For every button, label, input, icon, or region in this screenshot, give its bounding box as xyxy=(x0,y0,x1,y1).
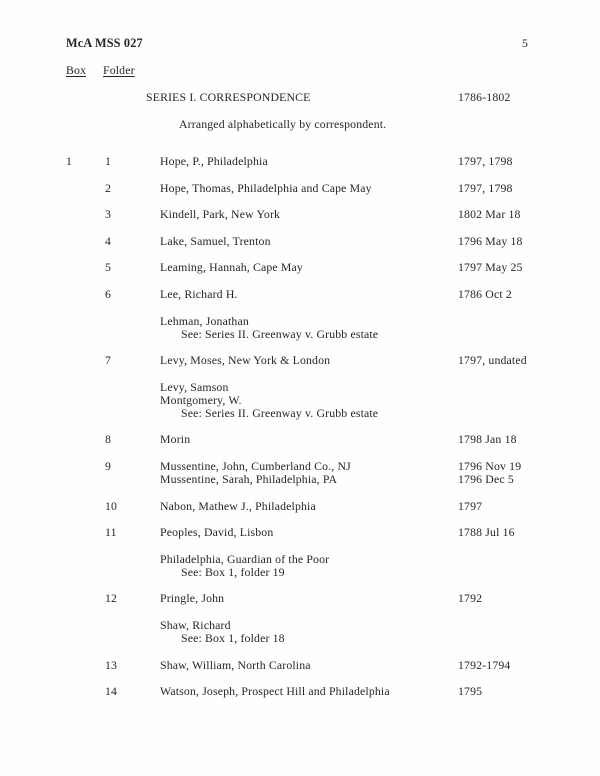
correspondent-name: Levy, Moses, New York & London xyxy=(160,353,331,368)
box-number xyxy=(66,619,105,632)
entry-row xyxy=(66,328,600,341)
entry-group xyxy=(66,592,600,605)
folder-number xyxy=(105,315,160,328)
entry-row xyxy=(66,261,600,274)
entry-row xyxy=(66,592,600,605)
box-number: 1 xyxy=(66,154,73,168)
box-number xyxy=(66,315,105,328)
collection-id: McA MSS 027 xyxy=(66,36,143,50)
correspondent-name: Philadelphia, Guardian of the Poor xyxy=(160,551,330,566)
entry-date: 1796 Nov 19 xyxy=(458,458,522,473)
correspondent-name: Shaw, Richard xyxy=(160,617,231,632)
box-number xyxy=(66,394,105,407)
box-number xyxy=(66,460,105,473)
entry-row xyxy=(66,182,600,195)
box-number xyxy=(66,685,105,698)
folder-number xyxy=(105,632,160,645)
box-column-header: Box xyxy=(66,63,87,77)
correspondent-name: Peoples, David, Lisbon xyxy=(160,525,274,540)
entry-group xyxy=(66,182,600,195)
folder-number xyxy=(105,394,160,407)
correspondent-name: Kindell, Park, New York xyxy=(160,207,281,222)
entry-group xyxy=(66,208,600,221)
folder-number: 12 xyxy=(105,591,118,606)
entry-group xyxy=(66,500,600,513)
correspondent-name: Hope, P., Philadelphia xyxy=(160,154,268,168)
folder-number: 13 xyxy=(105,657,118,672)
entry-date: 1797, undated xyxy=(458,353,527,368)
folder-number: 7 xyxy=(105,353,112,368)
box-number xyxy=(66,526,105,539)
folder-number: 2 xyxy=(105,180,112,195)
entry-group xyxy=(66,685,600,698)
correspondent-name: Nabon, Mathew J., Philadelphia xyxy=(160,498,316,513)
folder-number: 10 xyxy=(105,498,118,513)
entry-date: 1797, 1798 xyxy=(458,180,513,195)
folder-number xyxy=(105,407,160,420)
entry-date xyxy=(458,328,600,341)
entry-group xyxy=(66,526,600,539)
correspondent-name: Mussentine, Sarah, Philadelphia, PA xyxy=(160,471,338,486)
folder-number xyxy=(105,553,160,566)
box-number xyxy=(66,566,105,579)
entry-group xyxy=(66,381,600,420)
folder-column-header: Folder xyxy=(103,63,135,77)
box-number xyxy=(66,381,105,394)
folder-number xyxy=(105,566,160,579)
folder-number: 9 xyxy=(105,458,112,473)
entry-date xyxy=(458,619,600,632)
correspondent-name: Leaming, Hannah, Cape May xyxy=(160,260,303,275)
folder-number xyxy=(105,328,160,341)
entry-date xyxy=(458,553,600,566)
correspondent-name: Pringle, John xyxy=(160,591,225,606)
entry-date: 1796 May 18 xyxy=(458,233,523,248)
folder-number: 14 xyxy=(105,684,118,699)
entry-date xyxy=(458,407,600,420)
entry-date: 1792 xyxy=(458,591,483,606)
series-title: SERIES I. CORRESPONDENCE xyxy=(146,90,311,104)
page-number: 5 xyxy=(522,36,529,50)
folder-number: 4 xyxy=(105,233,112,248)
folder-number: 8 xyxy=(105,432,112,447)
entry-date xyxy=(458,381,600,394)
entry-date: 1797 May 25 xyxy=(458,260,523,275)
entry-group xyxy=(66,659,600,672)
box-number xyxy=(66,500,105,513)
folder-number: 5 xyxy=(105,260,112,275)
entry-row xyxy=(66,354,600,367)
entry-row xyxy=(66,407,600,420)
folder-number xyxy=(105,619,160,632)
correspondent-name: Lee, Richard H. xyxy=(160,286,238,301)
see-reference: See: Box 1, folder 18 xyxy=(181,630,285,645)
correspondent-name: Watson, Joseph, Prospect Hill and Philadelphia xyxy=(160,684,390,699)
entry-group xyxy=(66,261,600,274)
box-number xyxy=(66,632,105,645)
entry-date xyxy=(458,315,600,328)
box-number xyxy=(66,182,105,195)
folder-number: 3 xyxy=(105,207,112,222)
correspondent-name: Lake, Samuel, Trenton xyxy=(160,233,271,248)
entry-row xyxy=(66,288,600,301)
entry-row xyxy=(66,315,600,328)
entry-group xyxy=(66,460,600,486)
entry-row xyxy=(66,433,600,446)
correspondent-name: Shaw, William, North Carolina xyxy=(160,657,311,672)
folder-number xyxy=(105,381,160,394)
entry-group xyxy=(66,619,600,645)
correspondent-name: Hope, Thomas, Philadelphia and Cape May xyxy=(160,180,372,195)
box-number xyxy=(66,433,105,446)
arrangement-note: Arranged alphabetically by correspondent. xyxy=(179,117,387,131)
entry-date: 1797 xyxy=(458,498,483,513)
correspondent-name: Levy, Samson xyxy=(160,379,229,394)
box-number xyxy=(66,592,105,605)
correspondent-name: Montgomery, W. xyxy=(160,392,242,407)
entry-row xyxy=(66,381,600,394)
folder-number: 1 xyxy=(105,154,112,168)
entry-row xyxy=(66,460,600,473)
entry-row xyxy=(66,566,600,579)
entry-row xyxy=(66,208,600,221)
entry-group xyxy=(66,553,600,579)
box-number xyxy=(66,235,105,248)
box-number xyxy=(66,354,105,367)
entry-row xyxy=(66,659,600,672)
see-reference: See: Series II. Greenway v. Grubb estate xyxy=(181,326,379,341)
entry-date: 1802 Mar 18 xyxy=(458,207,521,222)
entries-list xyxy=(0,155,600,712)
entry-row xyxy=(66,619,600,632)
correspondent-name: Morin xyxy=(160,432,191,447)
box-number xyxy=(66,553,105,566)
box-number xyxy=(66,261,105,274)
entry-date xyxy=(458,566,600,579)
entry-group xyxy=(66,315,600,341)
entry-row xyxy=(66,394,600,407)
box-number xyxy=(66,407,105,420)
box-number xyxy=(66,288,105,301)
entry-row xyxy=(66,553,600,566)
entry-group xyxy=(66,155,600,168)
entry-date xyxy=(458,394,600,407)
entry-row xyxy=(66,526,600,539)
box-number xyxy=(66,328,105,341)
entry-date: 1788 Jul 16 xyxy=(458,525,515,540)
entry-date xyxy=(458,632,600,645)
entry-row xyxy=(66,235,600,248)
entry-date: 1798 Jan 18 xyxy=(458,432,517,447)
entry-date: 1786 Oct 2 xyxy=(458,286,512,301)
entry-row xyxy=(66,500,600,513)
entry-date: 1795 xyxy=(458,684,483,699)
entry-group xyxy=(66,354,600,367)
folder-number xyxy=(105,473,160,486)
entry-date: 1792-1794 xyxy=(458,657,511,672)
see-reference: See: Series II. Greenway v. Grubb estate xyxy=(181,405,379,420)
entry-row xyxy=(66,685,600,698)
entry-group xyxy=(66,433,600,446)
entry-group xyxy=(66,288,600,301)
correspondent-name: Mussentine, John, Cumberland Co., NJ xyxy=(160,458,351,473)
folder-number: 11 xyxy=(105,525,117,540)
see-reference: See: Box 1, folder 19 xyxy=(181,564,285,579)
entry-date: 1797, 1798 xyxy=(458,154,513,168)
correspondent-name: Lehman, Jonathan xyxy=(160,313,249,328)
folder-number: 6 xyxy=(105,286,112,301)
box-number xyxy=(66,208,105,221)
entry-group xyxy=(66,235,600,248)
entry-row xyxy=(66,155,600,168)
entry-row xyxy=(66,473,600,486)
series-date-range: 1786-1802 xyxy=(458,90,511,104)
box-number xyxy=(66,659,105,672)
box-number xyxy=(66,473,105,486)
entry-date: 1796 Dec 5 xyxy=(458,471,514,486)
entry-row xyxy=(66,632,600,645)
